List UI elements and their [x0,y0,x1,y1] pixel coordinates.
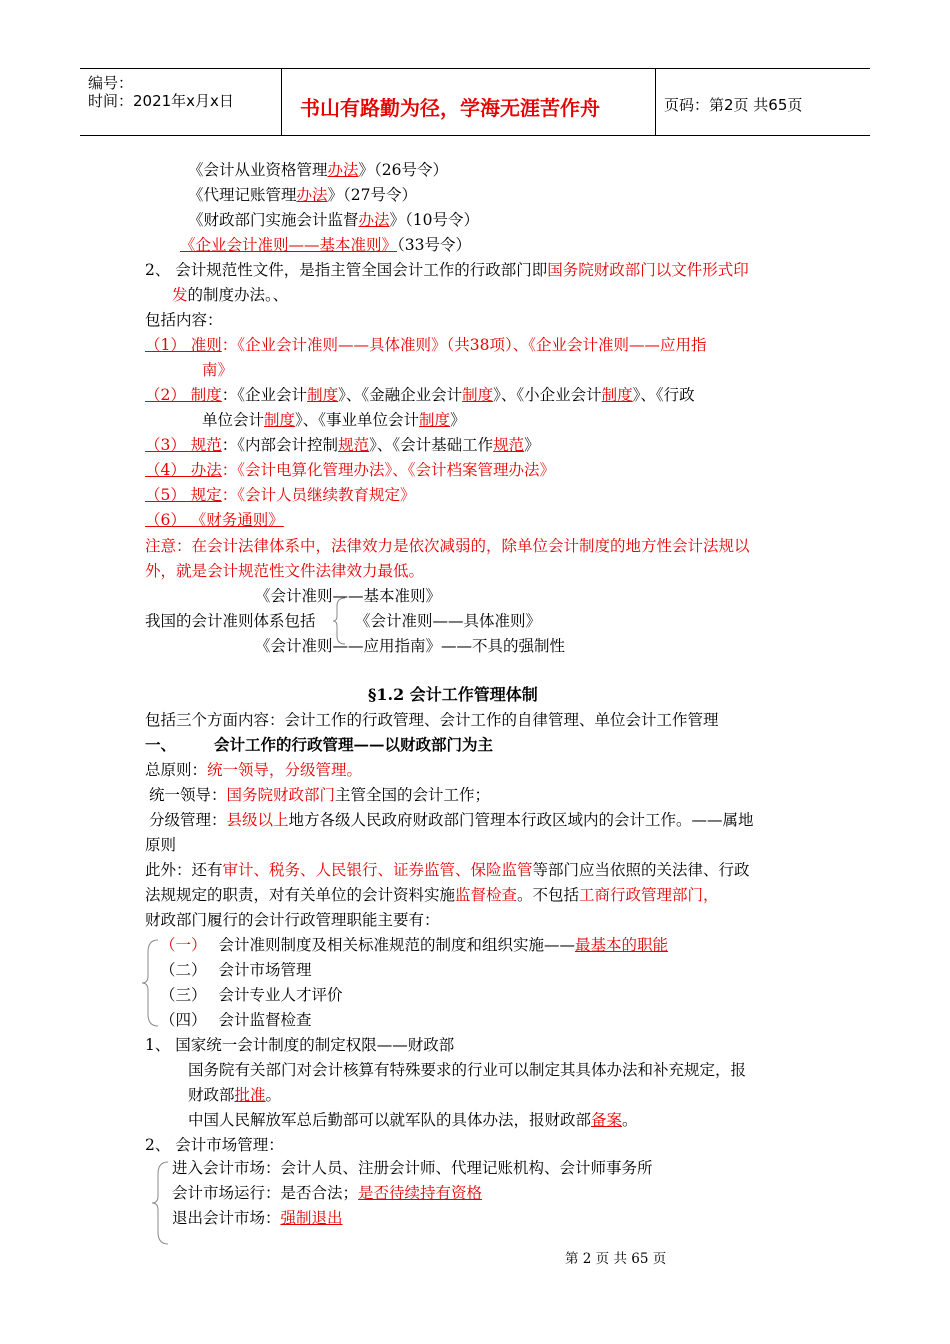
text: 审计、税务、人民银行、证券监管、保险监管 [222,861,533,879]
text: 《企业会计准则——基本准则》 [180,236,398,254]
text: （5） 规定 [145,486,222,504]
text: 会计市场运行：是否合法； [172,1184,359,1202]
text: （6） 《财务通则》 [145,511,284,529]
text: 会计监督检查 [218,1011,312,1029]
text: 批准 [234,1086,266,1104]
item-5 [145,485,416,505]
text: （2） 制度 [145,386,222,404]
text: ：《会计人员继续教育规定》 [221,486,416,504]
text: 等部门应当依照的关法律、行政 [532,861,750,879]
header-divider-left [281,68,282,136]
text: 统一领导： [149,786,227,804]
text: 《代理记账管理 [188,186,297,204]
text: 规范 [338,436,370,454]
header-time: 时间：2021年x月x日 [88,92,234,110]
text: 总原则： [145,761,208,779]
item-6 [145,510,284,530]
unified-line [149,785,490,805]
text: 制度 [462,386,494,404]
point-1-detail-3 [188,1110,638,1130]
para-2-line-1 [145,260,749,280]
system-item-1: 《会计准则——基本准则》 [255,587,442,605]
text: 最基本的职能 [575,936,669,954]
function-1 [160,935,668,955]
text: 》 [450,411,466,429]
text: 国务院财政部门 [226,786,336,804]
functions-intro: 财政部门履行的会计行政管理职能主要有： [145,911,440,929]
text: 》（26号令） [358,161,449,179]
text: 统一领导，分级管理。 [207,761,363,779]
text: 》、《小企业会计 [493,386,602,404]
text: 法规规定的职责，对有关单位的会计资料实施 [145,886,456,904]
text: 规范 [493,436,525,454]
text: 此外：还有 [145,861,223,879]
three-aspects: 包括三个方面内容：会计工作的行政管理、会计工作的自律管理、单位会计工作管理 [145,711,719,729]
market-exit [172,1208,343,1228]
brace-icon [140,938,160,1028]
text: （三） [160,986,207,1004]
text: 办法 [296,186,328,204]
text: （二） [160,961,207,979]
text: 会计市场管理 [218,961,312,979]
system-item-2: 《会计准则——具体准则》 [355,612,542,630]
text: 2、 会计规范性文件，是指主管全国会计工作的行政部门即 [145,261,548,279]
text: 备案 [591,1111,623,1129]
text: 会计工作的行政管理——以财政部门为主 [214,735,494,754]
text: 会计专业人才评价 [218,986,343,1004]
text: 单位会计 [202,411,265,429]
law-line-2 [188,185,417,205]
text: 中国人民解放军总后勤部可以就军队的具体办法，报财政部 [188,1111,592,1129]
text: 退出会计市场： [172,1209,281,1227]
system-item-3: 《会计准则——应用指南》——不具的强制性 [255,637,566,655]
text: 工商行政管理部门， [579,886,719,904]
item-3 [145,435,540,455]
text: 》（27号令） [327,186,418,204]
text: 制度 [601,386,633,404]
note-line-1: 注意：在会计法律体系中，法律效力是依次减弱的，除单位会计制度的地方性会计法规以 [145,537,750,555]
header-top-border [80,68,870,69]
law-line-1 [188,160,448,180]
text: 财政部 [188,1086,235,1104]
graded-line [149,810,754,830]
para-2-line-2 [172,285,288,305]
header-divider-right [655,68,656,136]
header-bottom-border [80,135,870,136]
item-2 [145,385,695,405]
text: 监督检查 [455,886,518,904]
text: （1） 准则 [145,336,222,354]
text: （4） 办法 [145,461,222,479]
point-1: 1、 国家统一会计制度的制定权限——财政部 [145,1036,455,1054]
text: 》 [524,436,540,454]
text: （四） [160,1011,207,1029]
text: 会计准则制度及相关标准规范的制度和组织实施—— [218,936,576,954]
law-line-4 [180,235,471,255]
point-2: 2、 会计市场管理： [145,1136,284,1154]
text: 一、 [145,735,177,754]
text: 国务院财政部门以文件形式印 [547,261,749,279]
point-1-detail-1: 国务院有关部门对会计核算有特殊要求的行业可以制定其具体办法和补充规定，报 [188,1061,747,1079]
text: 强制退出 [280,1209,343,1227]
text: 地方各级人民政府财政部门管理本行政区域内的会计工作。——属地 [288,811,754,829]
text: 办法 [358,211,390,229]
item-1-cont: 南》 [202,361,234,379]
principle-line [145,760,362,780]
point-1-detail-2 [188,1085,281,1105]
text: 。 [265,1086,282,1104]
graded-line-cont: 原则 [145,836,177,854]
heading-1 [145,735,493,755]
header-page: 页码：第2页 共65页 [664,96,803,114]
item-4 [145,460,555,480]
text: 分级管理： [149,811,227,829]
text: 》、《事业单位会计 [295,411,420,429]
text: 《财政部门实施会计监督 [188,211,359,229]
text: 主管全国的会计工作； [335,786,491,804]
brace-icon [150,1160,170,1246]
market-enter: 进入会计市场：会计人员、注册会计师、代理记账机构、会计师事务所 [172,1159,653,1177]
text: 是否待续持有资格 [358,1184,483,1202]
text: ：《内部会计控制 [221,436,339,454]
text: 》、《会计基础工作 [369,436,494,454]
text: 制度 [419,411,451,429]
item-2-cont [202,410,466,430]
header-motto: 书山有路勤为径，学海无涯苦作舟 [300,96,600,120]
text: （一） [160,936,207,954]
page-footer: 第 2 页 共 65 页 [565,1251,667,1267]
function-4 [160,1010,312,1030]
text: ：《企业会计 [221,386,308,404]
text: （3） 规范 [145,436,222,454]
text: 。 [622,1111,638,1129]
system-label: 我国的会计准则体系包括 [145,612,316,630]
market-run [172,1183,482,1203]
text: ：《企业会计准则——具体准则》（共38项）、《企业会计准则——应用指 [221,336,707,354]
text: 》（10号令） [389,211,480,229]
item-1 [145,335,707,355]
text: 发 [172,286,188,304]
text: ：《会计电算化管理办法》、《会计档案管理办法》 [221,461,556,479]
header-code: 编号： [88,74,134,92]
text: 的制度办法。、 [187,286,289,304]
text: 县级以上 [226,811,289,829]
besides-line-2 [145,885,719,905]
section-title: §1.2 会计工作管理体制 [368,685,538,704]
function-2 [160,960,312,980]
note-line-2: 外，就是会计规范性文件法律效力最低。 [145,562,425,580]
besides-line-1 [145,860,750,880]
text: 。不包括 [517,886,580,904]
text: （33号令） [397,236,471,254]
text: 》、《行政 [632,386,695,404]
include-label: 包括内容： [145,311,223,329]
text: 》、《金融企业会计 [338,386,463,404]
text: 制度 [264,411,296,429]
law-line-3 [188,210,479,230]
text: 《会计从业资格管理 [188,161,328,179]
text: 办法 [327,161,359,179]
text: 制度 [307,386,339,404]
function-3 [160,985,343,1005]
